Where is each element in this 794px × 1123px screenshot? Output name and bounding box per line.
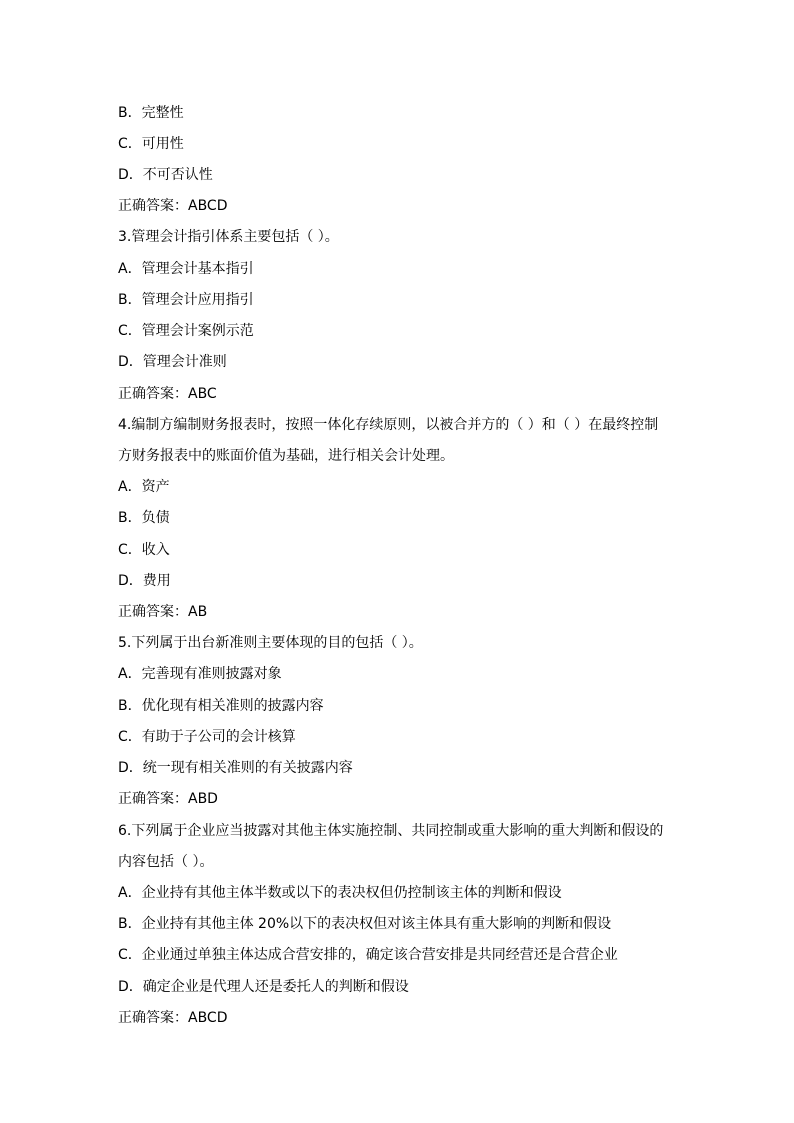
q2-option-d: D．不可否认性 — [118, 167, 213, 183]
q4-answer: 正确答案：AB — [118, 604, 208, 620]
q6-stem-line-1: 6.下列属于企业应当披露对其他主体实施控制、共同控制或重大影响的重大判断和假设的 — [118, 823, 664, 839]
q2-answer: 正确答案：ABCD — [118, 198, 228, 214]
q3-option-a: A．管理会计基本指引 — [118, 261, 254, 277]
q3-stem: 3.管理会计指引体系主要包括（ ）。 — [118, 229, 339, 245]
q6-option-b: B．企业持有其他主体 20%以下的表决权但对该主体具有重大影响的判断和假设 — [118, 916, 612, 932]
q5-option-c: C．有助于子公司的会计核算 — [118, 729, 296, 745]
q3-answer: 正确答案：ABC — [118, 386, 217, 402]
q4-option-d: D．费用 — [118, 573, 171, 589]
q6-stem-line-2: 内容包括（ ）。 — [118, 854, 214, 870]
q6-option-d: D．确定企业是代理人还是委托人的判断和假设 — [118, 979, 409, 995]
q6-option-c: C．企业通过单独主体达成合营安排的，确定该合营安排是共同经营还是合营企业 — [118, 947, 618, 963]
q4-option-b: B．负债 — [118, 510, 170, 526]
q5-answer: 正确答案：ABD — [118, 791, 218, 807]
q4-stem-line-1: 4.编制方编制财务报表时，按照一体化存续原则，以被合并方的（ ）和（ ）在最终控制 — [118, 417, 659, 433]
q5-option-b: B．优化现有相关准则的披露内容 — [118, 698, 324, 714]
q5-stem: 5.下列属于出台新准则主要体现的目的包括（ ）。 — [118, 635, 423, 651]
q3-option-d: D．管理会计准则 — [118, 354, 227, 370]
q4-option-c: C．收入 — [118, 542, 170, 558]
q2-option-b: B．完整性 — [118, 105, 184, 121]
q4-option-a: A．资产 — [118, 479, 170, 495]
q2-option-c: C．可用性 — [118, 136, 184, 152]
q5-option-a: A．完善现有准则披露对象 — [118, 666, 282, 682]
q3-option-c: C．管理会计案例示范 — [118, 323, 254, 339]
q3-option-b: B．管理会计应用指引 — [118, 292, 254, 308]
q5-option-d: D．统一现有相关准则的有关披露内容 — [118, 760, 353, 776]
q4-stem-line-2: 方财务报表中的账面价值为基础，进行相关会计处理。 — [118, 448, 454, 464]
q6-option-a: A．企业持有其他主体半数或以下的表决权但仍控制该主体的判断和假设 — [118, 885, 562, 901]
q6-answer: 正确答案：ABCD — [118, 1010, 228, 1026]
